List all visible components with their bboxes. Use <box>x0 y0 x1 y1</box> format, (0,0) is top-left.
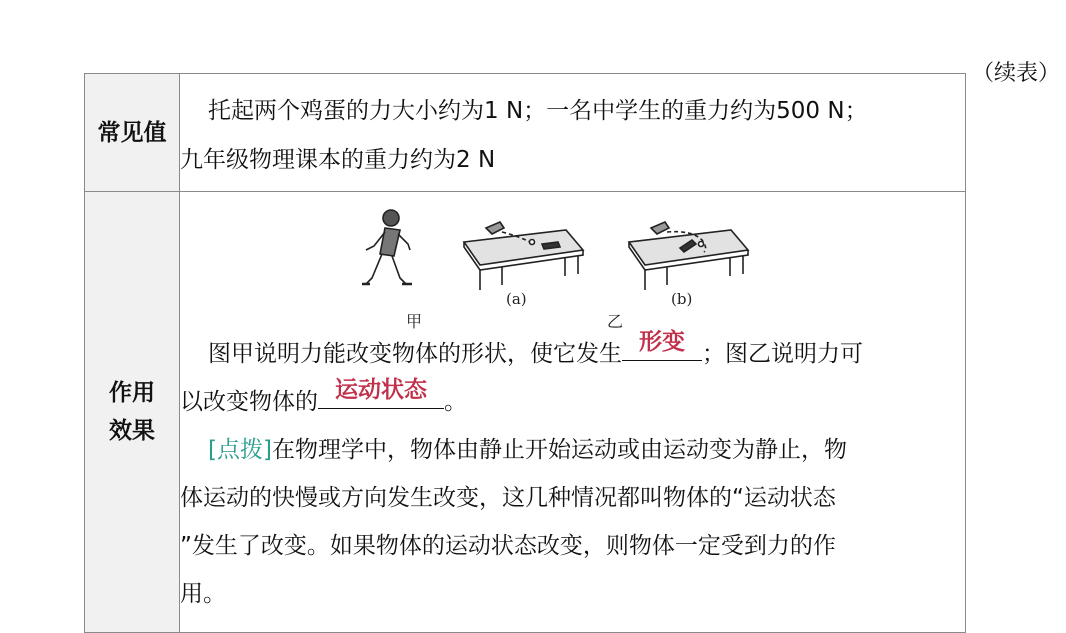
answer-blank-2 <box>318 377 444 409</box>
figure-b-table <box>629 222 748 290</box>
effect-paragraph-1 <box>180 330 965 378</box>
tip-line-4: 用。 <box>180 581 226 607</box>
row-header-common-values: 常见值 <box>85 74 180 192</box>
table-row-effects <box>85 192 966 633</box>
table-row-common-values <box>85 74 966 192</box>
figure-jia-person <box>362 210 412 284</box>
figure-b-label: (b) <box>671 290 693 308</box>
figure-jia-label: 甲 <box>406 312 423 330</box>
tip-line-2: 体运动的快慢或方向发生改变，这几种情况都叫物体的“运动状态 <box>180 485 836 511</box>
row-header-effects-line2: 效果 <box>109 418 155 444</box>
row-header-effects <box>85 192 180 633</box>
effect-text-1b: ；图乙说明力可 <box>702 341 863 367</box>
common-values-content <box>180 74 966 192</box>
tip-line-3: ”发生了改变。如果物体的运动状态改变，则物体一定受到力的作 <box>180 533 836 559</box>
effects-content <box>180 192 966 633</box>
tip-text-1: 在物理学中，物体由静止开始运动或由运动变为静止，物 <box>271 437 847 463</box>
tip-line-1 <box>180 426 965 474</box>
common-values-line1: 托起两个鸡蛋的力大小约为1 N；一名中学生的重力约为500 N； <box>208 98 868 124</box>
figure-a-label: (a) <box>506 290 527 308</box>
answer-blank-1 <box>622 329 702 361</box>
figure-a-table <box>464 222 583 290</box>
effect-text-2a: 以改变物体的 <box>180 389 318 415</box>
effect-text-1a: 图甲说明力能改变物体的形状，使它发生 <box>208 341 622 367</box>
answer-deformation: 形变 <box>639 329 685 355</box>
row-header-effects-line1: 作用 <box>109 380 155 406</box>
effect-text-2b: 。 <box>444 389 467 415</box>
knowledge-table <box>84 73 966 633</box>
figure-yi-label: 乙 <box>607 312 624 330</box>
effect-paragraph-2 <box>180 378 965 426</box>
physics-figures <box>180 192 966 330</box>
continued-label: （续表） <box>971 61 1060 86</box>
figures-area <box>180 192 965 330</box>
tip-label: [点拨] <box>208 437 272 463</box>
common-values-line2: 九年级物理课本的重力约为2 N <box>180 147 496 173</box>
answer-motion-state: 运动状态 <box>335 377 427 403</box>
